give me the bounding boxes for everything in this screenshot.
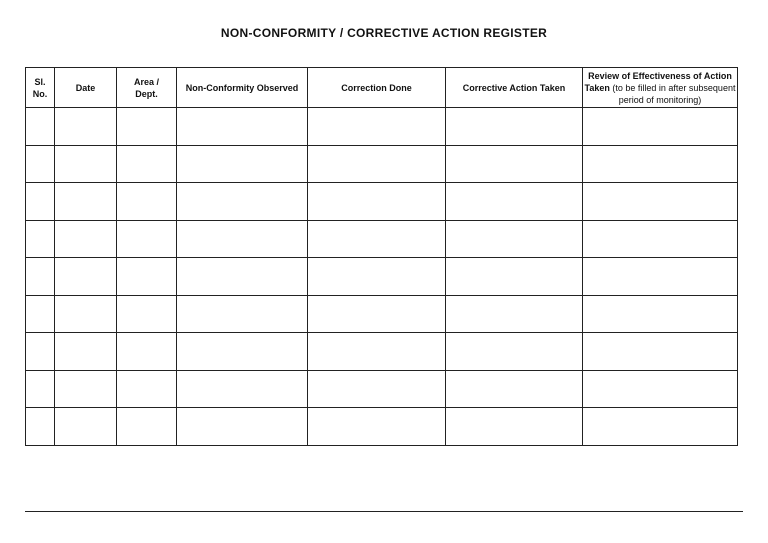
table-row bbox=[26, 258, 738, 296]
cell-date[interactable] bbox=[55, 370, 117, 408]
register-table bbox=[25, 67, 738, 446]
footer-divider bbox=[25, 511, 743, 512]
cell-area[interactable] bbox=[117, 333, 177, 371]
header-area bbox=[117, 68, 177, 108]
cell-non-conformity[interactable] bbox=[177, 258, 308, 296]
cell-review[interactable] bbox=[583, 408, 738, 446]
table-row bbox=[26, 220, 738, 258]
cell-review[interactable] bbox=[583, 108, 738, 146]
cell-sl-no[interactable] bbox=[26, 220, 55, 258]
cell-sl-no[interactable] bbox=[26, 183, 55, 221]
header-sl-no-line2: No. bbox=[32, 88, 48, 99]
header-correction: Correction Done bbox=[308, 68, 446, 108]
cell-corrective-action[interactable] bbox=[446, 108, 583, 146]
header-review bbox=[583, 68, 738, 108]
cell-sl-no[interactable] bbox=[26, 333, 55, 371]
cell-correction[interactable] bbox=[308, 295, 446, 333]
cell-corrective-action[interactable] bbox=[446, 220, 583, 258]
cell-corrective-action[interactable] bbox=[446, 258, 583, 296]
cell-non-conformity[interactable] bbox=[177, 333, 308, 371]
table-row bbox=[26, 183, 738, 221]
header-review-note: (to be filled in after subsequent period of monitoring) bbox=[609, 82, 736, 105]
cell-correction[interactable] bbox=[308, 258, 446, 296]
cell-non-conformity[interactable] bbox=[177, 295, 308, 333]
header-corrective-action: Corrective Action Taken bbox=[446, 68, 583, 108]
cell-review[interactable] bbox=[583, 220, 738, 258]
cell-review[interactable] bbox=[583, 183, 738, 221]
header-date: Date bbox=[55, 68, 117, 108]
cell-corrective-action[interactable] bbox=[446, 408, 583, 446]
cell-area[interactable] bbox=[117, 295, 177, 333]
table-row bbox=[26, 408, 738, 446]
cell-corrective-action[interactable] bbox=[446, 295, 583, 333]
cell-corrective-action[interactable] bbox=[446, 370, 583, 408]
cell-correction[interactable] bbox=[308, 183, 446, 221]
cell-area[interactable] bbox=[117, 145, 177, 183]
header-area-line1: Area / bbox=[133, 76, 159, 87]
cell-date[interactable] bbox=[55, 183, 117, 221]
table-row bbox=[26, 370, 738, 408]
cell-area[interactable] bbox=[117, 183, 177, 221]
cell-corrective-action[interactable] bbox=[446, 145, 583, 183]
cell-correction[interactable] bbox=[308, 220, 446, 258]
cell-sl-no[interactable] bbox=[26, 295, 55, 333]
table-row bbox=[26, 108, 738, 146]
cell-correction[interactable] bbox=[308, 108, 446, 146]
cell-review[interactable] bbox=[583, 145, 738, 183]
cell-non-conformity[interactable] bbox=[177, 370, 308, 408]
header-row bbox=[26, 68, 738, 108]
cell-correction[interactable] bbox=[308, 408, 446, 446]
cell-non-conformity[interactable] bbox=[177, 408, 308, 446]
cell-corrective-action[interactable] bbox=[446, 183, 583, 221]
cell-date[interactable] bbox=[55, 333, 117, 371]
cell-non-conformity[interactable] bbox=[177, 108, 308, 146]
cell-sl-no[interactable] bbox=[26, 145, 55, 183]
cell-date[interactable] bbox=[55, 145, 117, 183]
cell-review[interactable] bbox=[583, 333, 738, 371]
page-title: NON-CONFORMITY / CORRECTIVE ACTION REGISTER bbox=[220, 26, 548, 40]
register-body bbox=[26, 108, 738, 446]
table-row bbox=[26, 295, 738, 333]
cell-area[interactable] bbox=[117, 108, 177, 146]
cell-correction[interactable] bbox=[308, 370, 446, 408]
table-row bbox=[26, 333, 738, 371]
header-review-label: Review of Effectiveness of Action Taken bbox=[584, 70, 732, 93]
cell-sl-no[interactable] bbox=[26, 108, 55, 146]
cell-non-conformity[interactable] bbox=[177, 145, 308, 183]
table-row bbox=[26, 145, 738, 183]
cell-non-conformity[interactable] bbox=[177, 220, 308, 258]
cell-date[interactable] bbox=[55, 108, 117, 146]
cell-correction[interactable] bbox=[308, 145, 446, 183]
cell-area[interactable] bbox=[117, 220, 177, 258]
cell-date[interactable] bbox=[55, 258, 117, 296]
cell-sl-no[interactable] bbox=[26, 258, 55, 296]
cell-non-conformity[interactable] bbox=[177, 183, 308, 221]
cell-corrective-action[interactable] bbox=[446, 333, 583, 371]
header-area-line2: Dept. bbox=[135, 88, 158, 99]
cell-area[interactable] bbox=[117, 258, 177, 296]
header-sl-no-line1: Sl. bbox=[34, 76, 46, 87]
cell-sl-no[interactable] bbox=[26, 370, 55, 408]
cell-review[interactable] bbox=[583, 258, 738, 296]
cell-area[interactable] bbox=[117, 370, 177, 408]
header-non-conformity: Non-Conformity Observed bbox=[177, 68, 308, 108]
cell-area[interactable] bbox=[117, 408, 177, 446]
header-sl-no bbox=[26, 68, 55, 108]
cell-sl-no[interactable] bbox=[26, 408, 55, 446]
cell-date[interactable] bbox=[55, 408, 117, 446]
cell-review[interactable] bbox=[583, 295, 738, 333]
cell-date[interactable] bbox=[55, 220, 117, 258]
cell-date[interactable] bbox=[55, 295, 117, 333]
cell-correction[interactable] bbox=[308, 333, 446, 371]
cell-review[interactable] bbox=[583, 370, 738, 408]
